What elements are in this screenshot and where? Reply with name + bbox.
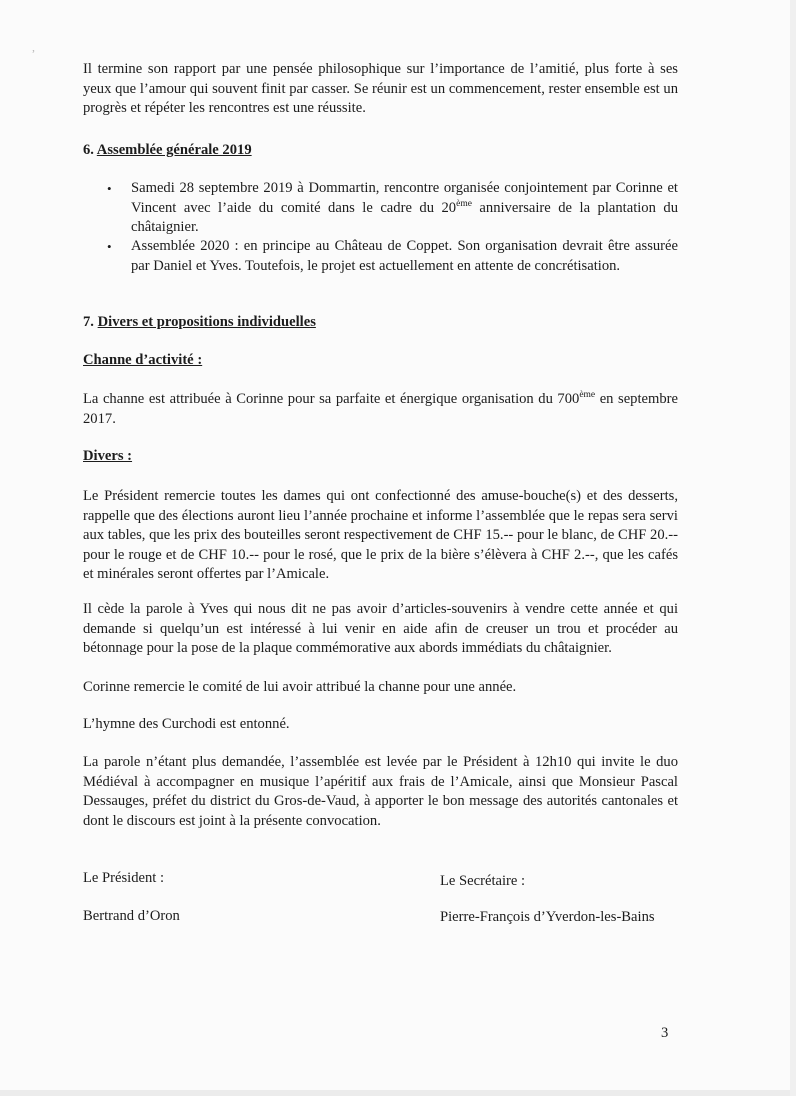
divers-paragraph-3: Corinne remercie le comité de lui avoir attribué la channe pour une année. [83,679,517,695]
intro-paragraph: Il termine son rapport par une pensée philosophique sur l’importance de l’amitié, plus forte à ses yeux que l’amour qui souvent finit par casser. Se réunir est un commencement, rester ensemble est un progrès et répéter les rencontres est une réussite. [83,61,678,116]
section-7-number: 7. [83,314,94,330]
president-label: Le Président : [83,870,165,886]
divers-paragraph-1: Le Président remercie toutes les dames qui ont confectionné des amuse-bouche(s) et des desserts, rappelle que des élections auront lieu l’année prochaine et informe l’assemblée que le repas sera servi aux tables, que les prix des bouteilles seront respectivement de CHF 15.-- pour le blanc, de CHF 20.-- pour le rouge et de CHF 10.-- pour le rosé, que le prix de la bière s’élèvera à CHF 2.--, que les cafés et minérales seront offertes par l’Amicale. [83,488,678,582]
page-number: 3 [661,1025,669,1041]
channe-paragraph: La channe est attribuée à Corinne pour sa parfaite et énergique organisation du 700ème en septembre 2017. [83,390,678,427]
secretary-label: Le Secrétaire : [440,873,526,889]
channe-heading: Channe d’activité : [83,352,203,368]
divers-paragraph-2: Il cède la parole à Yves qui nous dit ne pas avoir d’articles-souvenirs à vendre cette année et qui demande si quelqu’un est intéressé à lui venir en aide afin de creuser un trou et procéder au bétonnage pour la pose de la plaque commémorative aux abords immédiats du châtaignier. [83,601,678,656]
scan-edge-right [790,0,796,1096]
section-6-number: 6. [83,142,94,158]
divers-heading: Divers : [83,448,133,464]
scan-mark: , [32,40,35,54]
divers-paragraph-5: La parole n’étant plus demandée, l’assemblée est levée par le Président à 12h10 qui invite le duo Médiéval à accompagner en musique l’apéritif aux frais de l’Amicale, ainsi que Monsieur Pascal Dessauges, préfet du district du Gros-de-Vaud, à apporter le bon message des autorités cantonales et dont le discours est joint à la présente convocation. [83,754,678,829]
bullet-item-1 [107,179,678,238]
scan-edge-bottom [0,1090,796,1096]
section-6-title: Assemblée générale 2019 [96,142,252,158]
section-6-heading [83,141,252,161]
section-7-title: Divers et propositions individuelles [97,314,316,330]
secretary-name: Pierre-François d’Yverdon-les-Bains [440,909,655,925]
bullet-dot: • [107,181,112,196]
bullet-text: Assemblée 2020 : en principe au Château de Coppet. Son organisation devrait être assurée par Daniel et Yves. Toutefois, le projet est actuellement en attente de concrétisation. [131,238,678,274]
section-7-heading [83,313,316,333]
bullet-text: Samedi 28 septembre 2019 à Dommartin, rencontre organisée conjointement par Corinne et Vincent avec l’aide du comité dans le cadre du 20ème anniversaire de la plantation du châtaignier. [131,180,678,235]
bullet-item-2 [107,237,678,276]
divers-paragraph-4: L’hymne des Curchodi est entonné. [83,716,290,732]
bullet-dot: • [107,239,112,254]
president-name: Bertrand d’Oron [83,908,180,924]
